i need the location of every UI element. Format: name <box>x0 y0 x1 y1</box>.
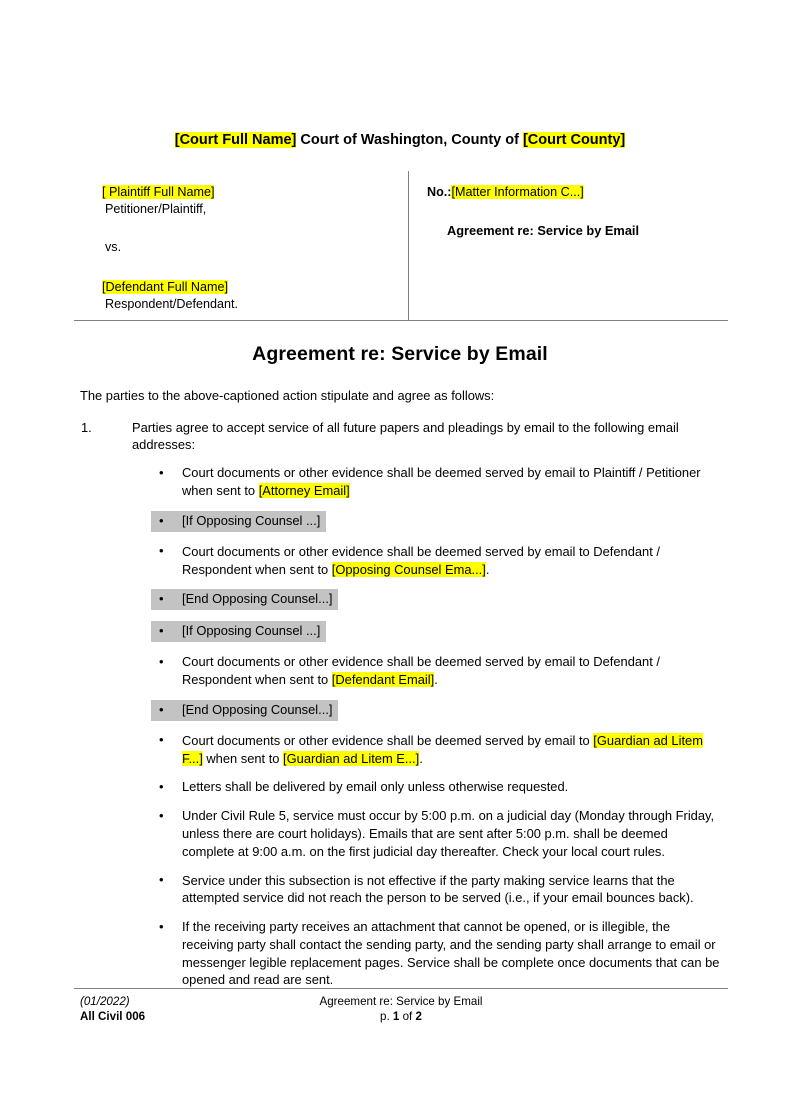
case-number-placeholder: [Matter Information C...] <box>451 185 584 200</box>
footer-page-current: 1 <box>392 1010 400 1023</box>
case-number-line <box>427 184 718 201</box>
conditional-tag-text: [If Opposing Counsel ...] <box>182 623 321 639</box>
bullet-text: Under Civil Rule 5, service must occur by 5:00 p.m. on a judicial day (Monday through Friday, unless there are court holidays). Emails that are sent after 5:00 p.m. shall be deemed complete at 9:00 a.m. on the first judicial day thereafter. Check your local court rules. <box>182 808 715 859</box>
caption-case-cell <box>409 171 728 320</box>
list-item <box>80 872 720 908</box>
bullet-text-pre: Court documents or other evidence shall be deemed served by email to Plaintiff / Petitioner when sent to <box>182 465 701 498</box>
defendant-block <box>102 279 398 312</box>
list-item <box>80 778 720 796</box>
list-item <box>80 543 720 579</box>
numbered-item-1-number: 1. <box>81 419 92 435</box>
list-item <box>80 653 720 689</box>
defendant-email-placeholder: [Defendant Email] <box>331 671 435 687</box>
footer-page-prefix: p. <box>380 1010 393 1023</box>
bullet-text-post: . <box>434 671 438 687</box>
numbered-item-1 <box>80 419 720 455</box>
versus-label: vs. <box>105 240 122 255</box>
list-item <box>80 464 720 500</box>
bullet-icon: • <box>159 778 164 794</box>
court-county-placeholder: [Court County] <box>522 132 626 148</box>
conditional-tag-text: [End Opposing Counsel...] <box>182 591 333 607</box>
conditional-tag-text: [End Opposing Counsel...] <box>182 701 333 717</box>
list-item <box>80 807 720 860</box>
footer-page-total: 2 <box>415 1010 422 1023</box>
numbered-item-1-text: Parties agree to accept service of all future papers and pleadings by email to the following email addresses: <box>132 419 679 453</box>
intro-paragraph: The parties to the above-captioned action stipulate and agree as follows: <box>80 388 495 404</box>
bullet-text: If the receiving party receives an attachment that cannot be opened, or is illegible, the receiving party shall contact the sending party, and the sending party shall arrange to email or messenger legible replacement pages. Service shall be complete once documents that can be opened and read are sent. <box>182 919 720 988</box>
conditional-tag-if-opposing-counsel <box>151 511 326 532</box>
footer-revision-date: (01/2022) <box>80 995 130 1008</box>
bullet-text: Letters shall be delivered by email only unless otherwise requested. <box>182 779 569 795</box>
bullet-text-pre: Court documents or other evidence shall be deemed served by email to Defendant / Respondent when sent to <box>182 654 660 687</box>
caption-table <box>74 171 728 321</box>
bullet-text-pre: Court documents or other evidence shall be deemed served by email to Defendant / Respondent when sent to <box>182 543 660 577</box>
bullet-icon: • <box>159 512 164 528</box>
bullet-icon: • <box>159 918 164 934</box>
bullet-icon: • <box>159 543 164 559</box>
bullet-icon: • <box>159 591 164 607</box>
bullet-icon: • <box>159 807 164 823</box>
conditional-tag-end-opposing-counsel <box>151 700 338 721</box>
bullet-icon: • <box>159 701 164 717</box>
bullet-text-pre: Court documents or other evidence shall be deemed served by email to <box>182 732 594 748</box>
opposing-counsel-email-placeholder: [Opposing Counsel Ema...] <box>331 561 486 577</box>
footer-page-number <box>74 1009 728 1024</box>
footer-page-middle: of <box>399 1010 416 1023</box>
bullet-text-post: . <box>419 750 423 766</box>
defendant-line <box>102 279 398 296</box>
conditional-tag-end-opposing-counsel <box>151 589 338 610</box>
guardian-ad-litem-email-placeholder: [Guardian ad Litem E...] <box>283 750 420 766</box>
list-item <box>80 511 720 532</box>
list-item <box>80 700 720 721</box>
court-name-placeholder: [Court Full Name] <box>174 132 297 148</box>
plaintiff-line <box>102 184 398 201</box>
defendant-name-placeholder: [Defendant Full Name] <box>102 279 228 294</box>
case-number-label: No.: <box>427 185 452 200</box>
caption-parties-cell <box>74 171 409 320</box>
plaintiff-name-placeholder: [ Plaintiff Full Name] <box>102 185 215 200</box>
list-item <box>80 621 720 642</box>
attorney-email-placeholder: [Attorney Email] <box>258 482 350 498</box>
bullet-text-post: . <box>485 561 490 577</box>
bullet-icon: • <box>159 464 164 480</box>
guardian-ad-litem-name-placeholder: [Guardian ad Litem F...] <box>182 732 703 766</box>
bullet-text-middle: when sent to <box>202 750 284 766</box>
page-footer <box>74 988 728 1024</box>
footer-row-bottom <box>74 1009 728 1024</box>
plaintiff-role: Petitioner/Plaintiff, <box>105 201 207 216</box>
bullet-icon: • <box>159 732 164 748</box>
bullet-icon: • <box>159 623 164 639</box>
list-item <box>80 918 720 989</box>
bullet-list <box>80 464 720 989</box>
footer-form-number: All Civil 006 <box>80 1010 146 1023</box>
bullet-text: Service under this subsection is not effective if the party making service learns that the attempted service did not reach the person to be served (i.e., if your email bounces back). <box>182 872 694 906</box>
defendant-role: Respondent/Defendant. <box>105 296 239 311</box>
conditional-tag-text: [If Opposing Counsel ...] <box>182 512 321 528</box>
court-heading <box>80 131 720 149</box>
page-title: Agreement re: Service by Email <box>252 343 548 366</box>
caption-document-title: Agreement re: Service by Email <box>447 222 640 238</box>
conditional-tag-if-opposing-counsel <box>151 621 326 642</box>
court-heading-middle: Court of Washington, County of <box>296 132 523 148</box>
footer-document-title: Agreement re: Service by Email <box>319 995 483 1008</box>
bullet-icon: • <box>159 872 164 887</box>
bullet-icon: • <box>159 653 164 669</box>
footer-row-top <box>74 994 728 1009</box>
list-item <box>80 732 720 768</box>
list-item <box>80 589 720 610</box>
document-content <box>80 0 720 1000</box>
